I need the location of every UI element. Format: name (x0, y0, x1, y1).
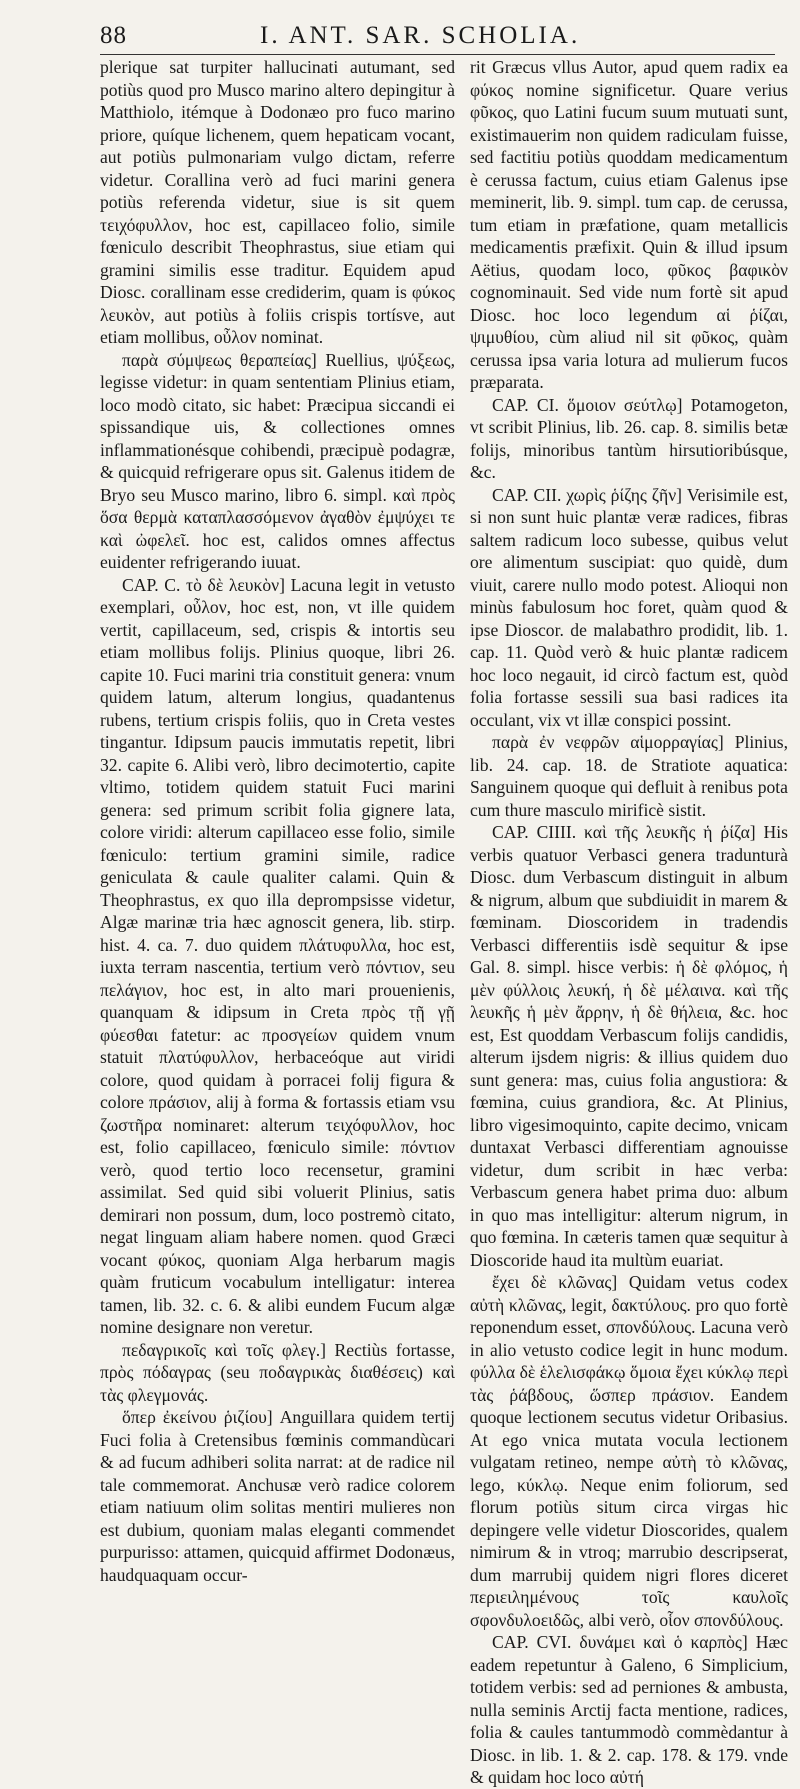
paragraph: CAP. CI. ὅμοιον σεύτλῳ] Potamogeton, vt scribit Plinius, lib. 26. cap. 8. similis betæ folijs, minoribus tantùm hirsutioribúsque, &c. (470, 394, 788, 482)
page-header (100, 14, 775, 55)
right-column (470, 56, 788, 1787)
running-title: I. ANT. SAR. SCHOLIA. (260, 22, 581, 49)
paragraph: CAP. CIIII. καὶ τῆς λευκῆς ἡ ῥίζα] His verbis quatuor Verbasci genera tradunturà Diosc. dum Verbascum distinguit in album & nigrum, album que subdiuidit in marem & fœminam. Dioscoridem in tradendis Verbasci differentiis isdè sequitur & ipse Gal. 8. simpl. hisce verbis: ἡ δὲ φλόμος, ἡ μὲν φύλλοις λευκή, ἡ δὲ μέλαινα. καὶ τῆς λευκῆς ἡ μὲν ἄρρην, ἡ δὲ θήλεια, &c. hoc est, Est quoddam Verbascum folijs candidis, alterum ijsdem nigris: & illius quidem duo sunt genera: mas, cuius folia angustiora: & fœmina, cuius grandiora, &c. At Plinius, libro vigesimoquinto, capite decimo, vnicam duntaxat Verbasci differentiam agnouisse videtur, dum scribit in hæc verba: Verbascum genera habet prima duo: album in quo mas intelligitur: alterum nigrum, in quo fœmina. In cæteris tamen quæ sequitur à Dioscoride haud ita multùm euariat. (470, 822, 788, 1270)
paragraph: παρὰ ἐν νεφρῶν αἱμορραγίας] Plinius, lib. 24. cap. 18. de Stratiote aquatica: Sanguinem quoque qui defluit à renibus pota cum thure masculo mirificè sistit. (470, 732, 788, 820)
paragraph: παρὰ σύμψεως θεραπείας] Ruellius, ψύξεως, legisse videtur: in quam sententiam Plinius etiam, loco modò citato, sic habet: Præcipua siccandi ei spissandique uis, & collectiones omnes inflammationésque cohibendi, præcipuè podagræ, & quicquid refrigerare opus sit. Galenus itidem de Bryo seu Musco marino, libro 6. simpl. καὶ πρὸς ὅσα θερμὰ καταπλασσόμενον ἀγαθὸν ἐμψύχει τε καὶ ὠφελεῖ. hoc est, calidos omnes affectus euidenter refrigerando iuuat. (100, 349, 455, 572)
paragraph: ὅπερ ἐκείνου ῥιζίου] Anguillara quidem tertij Fuci folia à Cretensibus fœminis commandùcari & ad fucum adhiberi solita narrat: at de radice nil tale commemorat. Anchusæ verò radice colorem etiam natiuum olim solitas mentiri mulieres non est dubium, quoniam malas eleganti commendet purpurisso: attamen, quicquid affirmet Dodonæus, haudquaquam occur- (100, 1407, 455, 1585)
paragraph: plerique sat turpiter hallucinati autumant, sed potiùs quod pro Musco marino altero depingitur à Matthiolo, itémque à Dodonæo pro fuco marino priore, quíque lichenem, quem hepaticam vocant, aut potiùs pulmonariam vulgo dictam, referre videtur. Corallina verò ad fuci marini genera potiùs referenda videtur, siue is sit quem τειχόφυλλον, hoc est, capillaceo folio, simile fœniculo describit Theophrastus, siue etiam qui gramini similis esse traditur. Equidem apud Diosc. corallinam esse crediderim, quam is φύκος λευκὸν, aut potiùs à foliis crispis tortísve, aut etiam mollibus, οὖλον nominat. (100, 57, 455, 347)
paragraph: CAP. C. τὸ δὲ λευκὸν] Lacuna legit in vetusto exemplari, οὖλον, hoc est, non, vt ille quidem vertit, capillaceum, sed, crispis & intortis seu etiam mollibus folijs. Plinius quoque, libri 26. capite 10. Fuci marini tria constituit genera: vnum quidem latum, alterum longius, quadantenus rubens, tertium crispis foliis, quo in Creta vestes tingantur. Idipsum paucis immutatis repetit, libri 32. capite 6. Alibi verò, libro decimotertio, capite vltimo, totidem quidem statuit Fuci marini genera: sed primum scribit folia gignere lata, colore viridi: alterum capillaceo esse folio, simile fœniculo: tertium gramini simile, radice geniculata & caule qualiter calami. Quin & Theophrastus, ex quo illa deprompsisse videtur, Algæ marinæ tria hæc agnoscit genera, lib. stirp. hist. 4. ca. 7. duo quidem πλάτυφυλλα, hoc est, iuxta terram nascentia, tertium verò πόντιον, seu πελάγιον, hoc est, in alto mari prouenienis, quanquam & idipsum in Creta πρὸς τῇ γῇ φύεσθαι fatetur: ac προσγείων quidem vnum statuit πλατύφυλλον, herbaceóque aut viridi colore, quod quidam à porracei folij figura & colore πράσιον, alij à forma & fortassis etiam vsu ζωστῆρα nominaret: alterum τειχόφυλλον, hoc est, folio capillaceo, fœniculo simile: πόντιον verò, quod tertio loco recensetur, gramini assimilat. Sed quid sibi voluerit Plinius, satis demirari non possum, dum, loco postremò citato, negat linguam aliam habere nomen. quod Græci vocant φύκος, quoniam Alga herbarum magis quàm fruticum vocabulum intelligatur: interea tamen, lib. 32. c. 6. & alibi eundem Fucum algæ nomine designare non veretur. (100, 574, 455, 1337)
page-number: 88 (100, 22, 127, 49)
paragraph: CAP. CVI. δυνάμει καὶ ὁ καρπὸς] Hæc eadem repetuntur à Galeno, 6 Simplicium, totidem verbis: sed ad perniones & ambusta, nulla seminis Arctij facta mentione, radices, folia & caules tantummodò commèdantur à Diosc. in lib. 1. & 2. cap. 178. & 179. vnde & quidam hoc loco αὐτή (470, 1632, 788, 1787)
left-column (100, 56, 455, 1585)
paragraph: ἔχει δὲ κλῶνας] Quidam vetus codex αὐτὴ κλῶνας, legit, δακτύλους. pro quo fortè reponendum esset, σπονδύλους. Lacuna verò in alio vetusto codice legit in hunc modum. φύλλα δὲ ἑλελισφάκῳ ὅμοια ἔχει κύκλῳ περὶ τὰς ῥάβδους, ὥσπερ πράσιον. Eandem quoque lectionem secutus videtur Oribasius. At ego vnica mutata vocula lectionem vulgatam retineo, nempe αὐτὴ τὸ κλῶνας, lego, κύκλῳ. Neque enim foliorum, sed florum potiùs situm circa virgas hic depingere velle videtur Dioscorides, qualem nimirum & in vtroq; marrubio descripserat, dum marrubij quidem nigri flores diceret περιειλημένους τοῖς καυλοῖς σφονδυλοειδῶς, albi verò, οἷον σπονδύλους. (470, 1272, 788, 1630)
paragraph: πεδαγρικοῖς καὶ τοῖς φλεγ.] Rectiùs fortasse, πρὸς πόδαγρας (seu ποδαγρικὰς διαθέσεις) καὶ τὰς φλεγμονάς. (100, 1339, 455, 1405)
paragraph: CAP. CII. χωρὶς ῥίζης ζῆν] Verisimile est, si non sunt huic plantæ veræ radices, fibras saltem radicum loco subesse, quibus velut ore alimentum suscipiat: quo quidè, dum viuit, carere nullo modo potest. Alioqui non minùs fabulosum hoc foret, quàm quod & ipse Dioscor. de malabathro prodidit, lib. 1. cap. 11. Quòd verò & huic plantæ radicem hoc loco negauit, id circò factum est, quòd folia fortasse sessili sua basi radices ita occulant, vix vt illæ conspici possint. (470, 484, 788, 730)
paragraph: rit Græcus vllus Autor, apud quem radix ea φύκος nomine significetur. Quare verius φῦκος, quo Latini fucum suum mutuati sunt, existimauerim non quidem radiculam fuisse, sed factitiu potiùs quoddam medicamentum è cerussa factum, cuius etiam Galenus ipse meminerit, lib. 9. simpl. tum cap. de cerussa, tum etiam in præfatione, quam metallicis medicamentis præfixit. Quin & illud ipsum Aëtius, quodam loco, φῦκος βαφικὸν cognominauit. Sed vide num fortè sit apud Diosc. hoc loco legendum αἱ ῥίζαι, ψιμυθίου, cùm aliud nil sit φῦκος, quàm cerussa ipsa varia lotura ad mulierum fucos præparata. (470, 57, 788, 392)
